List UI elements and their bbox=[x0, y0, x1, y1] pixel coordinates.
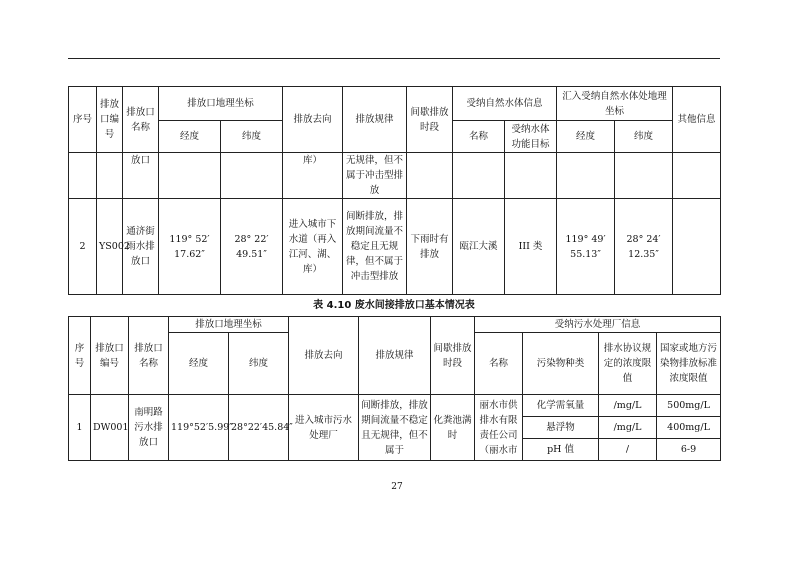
h-outlet-name: 排放口名称 bbox=[123, 87, 159, 153]
row2-code: DW001 bbox=[91, 395, 129, 461]
h2-plant-info: 受纳污水处理厂信息 bbox=[475, 317, 721, 333]
h2-rule: 排放规律 bbox=[359, 317, 431, 395]
row-code: YS002 bbox=[97, 199, 123, 295]
h-coord: 排放口地理坐标 bbox=[159, 87, 283, 121]
h-conf-lon: 经度 bbox=[557, 121, 615, 153]
h2-coord: 排放口地理坐标 bbox=[169, 317, 289, 333]
h2-pollutant: 污染物种类 bbox=[523, 333, 599, 395]
cont-direction: 库） bbox=[283, 153, 343, 199]
row-water-func: III 类 bbox=[505, 199, 557, 295]
pollutant-standard: 500mg/L bbox=[657, 395, 721, 417]
pollutant-agreement: /mg/L bbox=[599, 417, 657, 439]
row-seq: 2 bbox=[69, 199, 97, 295]
h2-lat: 纬度 bbox=[229, 333, 289, 395]
row-other bbox=[673, 199, 721, 295]
row-conf-lon: 119° 49′ 55.13″ bbox=[557, 199, 615, 295]
h-period: 间歇排放时段 bbox=[407, 87, 453, 153]
h2-period: 间歇排放时段 bbox=[431, 317, 475, 395]
h-outlet-code: 排放口编号 bbox=[97, 87, 123, 153]
row-period: 下雨时有排放 bbox=[407, 199, 453, 295]
row-conf-lat: 28° 24′ 12.35″ bbox=[615, 199, 673, 295]
pollutant-agreement: / bbox=[599, 439, 657, 461]
table-row-continued bbox=[69, 153, 721, 199]
row2-lon: 119°52′5.99″ bbox=[169, 395, 229, 461]
pollutant-agreement: /mg/L bbox=[599, 395, 657, 417]
h-lat: 纬度 bbox=[221, 121, 283, 153]
h2-agreement: 排水协议规定的浓度限值 bbox=[599, 333, 657, 395]
h2-direction: 排放去向 bbox=[289, 317, 359, 395]
h2-lon: 经度 bbox=[169, 333, 229, 395]
header-rule bbox=[68, 58, 720, 59]
cont-rule: 无规律，但不属于冲击型排放 bbox=[343, 153, 407, 199]
row2-name: 南明路污水排放口 bbox=[129, 395, 169, 461]
h-water-info: 受纳自然水体信息 bbox=[453, 87, 557, 121]
h-water-name: 名称 bbox=[453, 121, 505, 153]
h2-outlet-name: 排放口名称 bbox=[129, 317, 169, 395]
row2-plant-name: 丽水市供排水有限责任公司（丽水市 bbox=[475, 395, 523, 461]
pollutant-standard: 6-9 bbox=[657, 439, 721, 461]
h-other: 其他信息 bbox=[673, 87, 721, 153]
h-water-func: 受纳水体功能目标 bbox=[505, 121, 557, 153]
row2-rule: 间断排放，排放期间流量不稳定且无规律，但不属于 bbox=[359, 395, 431, 461]
row-lat: 28° 22′ 49.51″ bbox=[221, 199, 283, 295]
row-direction: 进入城市下水道（再入江河、湖、库） bbox=[283, 199, 343, 295]
indirect-discharge-table bbox=[68, 316, 721, 461]
row2-period: 化粪池满时 bbox=[431, 395, 475, 461]
table-row bbox=[69, 395, 721, 417]
h2-outlet-code: 排放口编号 bbox=[91, 317, 129, 395]
row2-seq: 1 bbox=[69, 395, 91, 461]
row2-lat: 28°22′45.84″ bbox=[229, 395, 289, 461]
table-caption: 表 4.10 废水间接排放口基本情况表 bbox=[313, 300, 475, 311]
h2-seq: 序号 bbox=[69, 317, 91, 395]
row-name: 通济街雨水排放口 bbox=[123, 199, 159, 295]
row-rule: 间断排放，排放期间流量不稳定且无规律，但不属于冲击型排放 bbox=[343, 199, 407, 295]
row-lon: 119° 52′ 17.62″ bbox=[159, 199, 221, 295]
pollutant-name: 化学需氧量 bbox=[523, 395, 599, 417]
h-direction: 排放去向 bbox=[283, 87, 343, 153]
row-water-name: 瓯江大溪 bbox=[453, 199, 505, 295]
page-number: 27 bbox=[391, 482, 403, 492]
h-lon: 经度 bbox=[159, 121, 221, 153]
direct-discharge-table bbox=[68, 86, 721, 295]
h-conf-lat: 纬度 bbox=[615, 121, 673, 153]
pollutant-name: pH 值 bbox=[523, 439, 599, 461]
pollutant-name: 悬浮物 bbox=[523, 417, 599, 439]
h2-plant-name: 名称 bbox=[475, 333, 523, 395]
cont-name: 放口 bbox=[123, 153, 159, 199]
table-row bbox=[69, 199, 721, 295]
h2-standard: 国家或地方污染物排放标准浓度限值 bbox=[657, 333, 721, 395]
h-seq: 序号 bbox=[69, 87, 97, 153]
row2-direction: 进入城市污水处理厂 bbox=[289, 395, 359, 461]
h-rule: 排放规律 bbox=[343, 87, 407, 153]
pollutant-standard: 400mg/L bbox=[657, 417, 721, 439]
h-confluence: 汇入受纳自然水体处地理坐标 bbox=[557, 87, 673, 121]
